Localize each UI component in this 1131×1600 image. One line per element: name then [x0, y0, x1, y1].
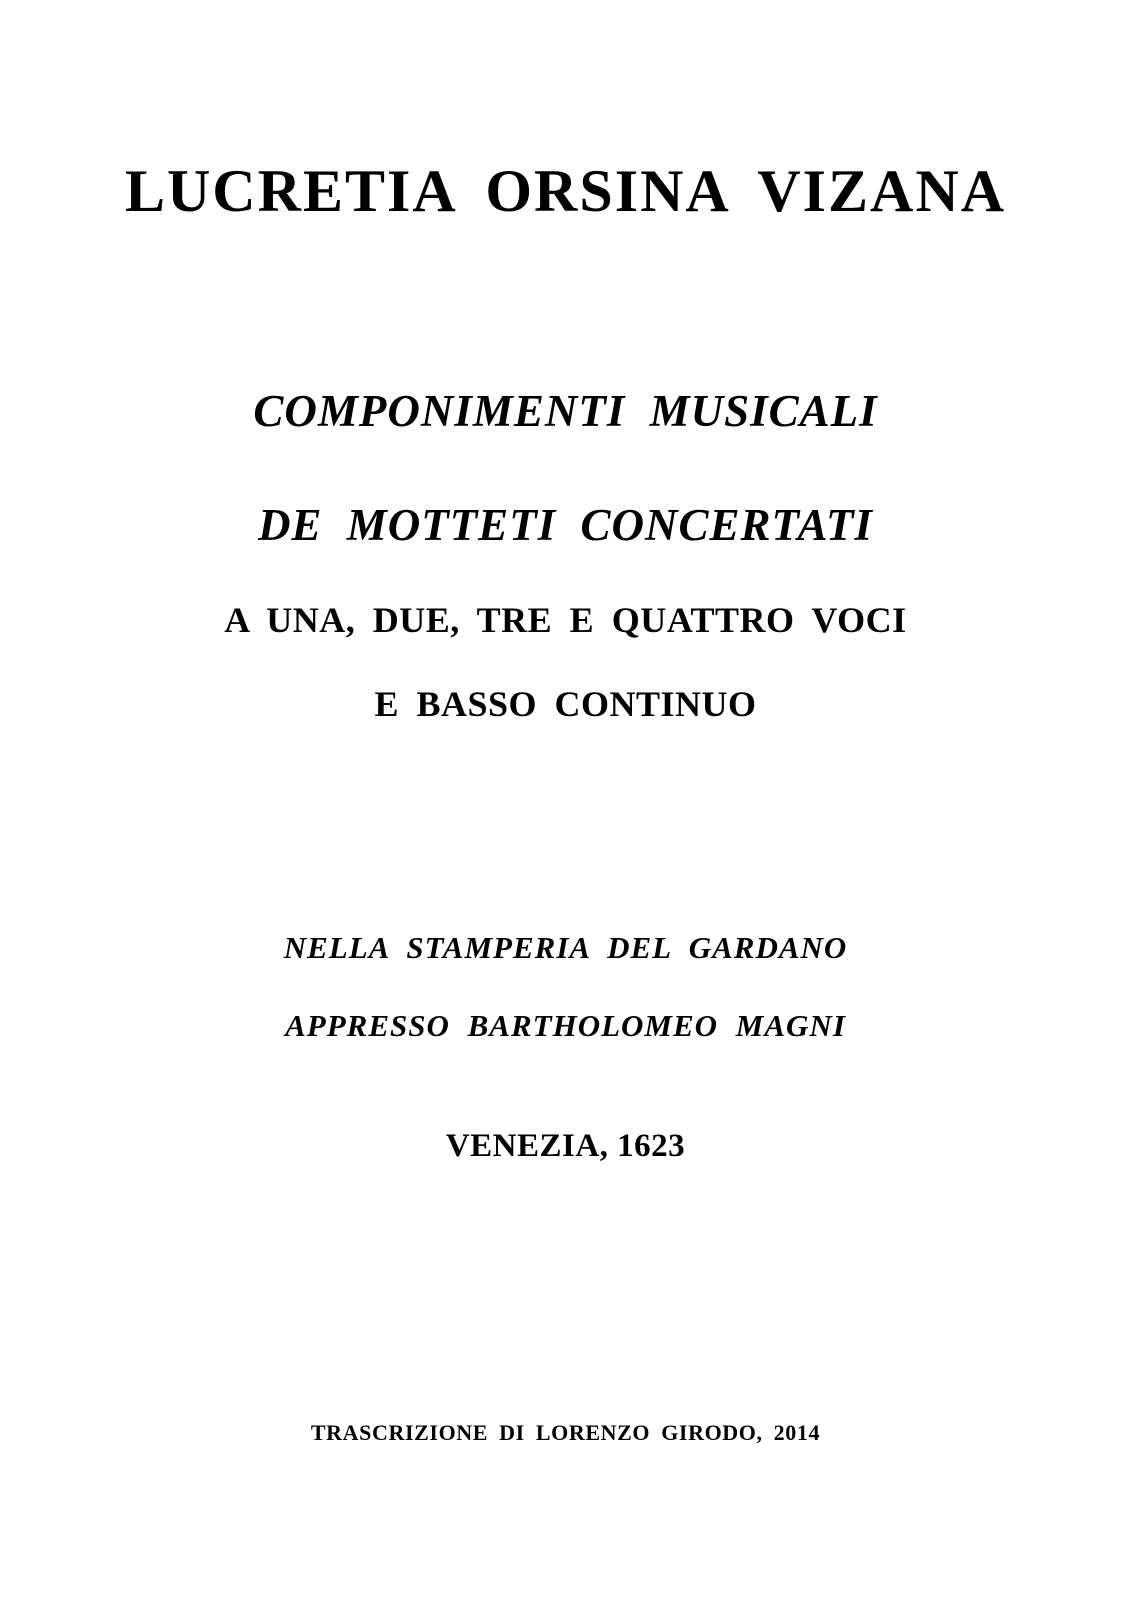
scoring-line-2: E BASSO CONTINUO [374, 684, 757, 724]
publisher-block [0, 930, 1131, 1044]
publisher-line-2: APPRESSO BARTHOLOMEO MAGNI [285, 1008, 846, 1043]
scoring-line-1: A UNA, DUE, TRE E QUATTRO VOCI [224, 600, 907, 640]
work-title-line-2: DE MOTTETI CONCERTATI [257, 500, 874, 550]
composer-name: LUCRETIA ORSINA VIZANA [124, 158, 1007, 224]
place-and-year: VENEZIA, 1623 [445, 1128, 686, 1164]
work-title-line-1: COMPONIMENTI MUSICALI [253, 386, 878, 436]
work-title-block [0, 385, 1131, 725]
composer-block [0, 160, 1131, 223]
publisher-line-1: NELLA STAMPERIA DEL GARDANO [283, 930, 848, 965]
transcription-credit: TRASCRIZIONE DI LORENZO GIRODO, 2014 [310, 1420, 821, 1445]
